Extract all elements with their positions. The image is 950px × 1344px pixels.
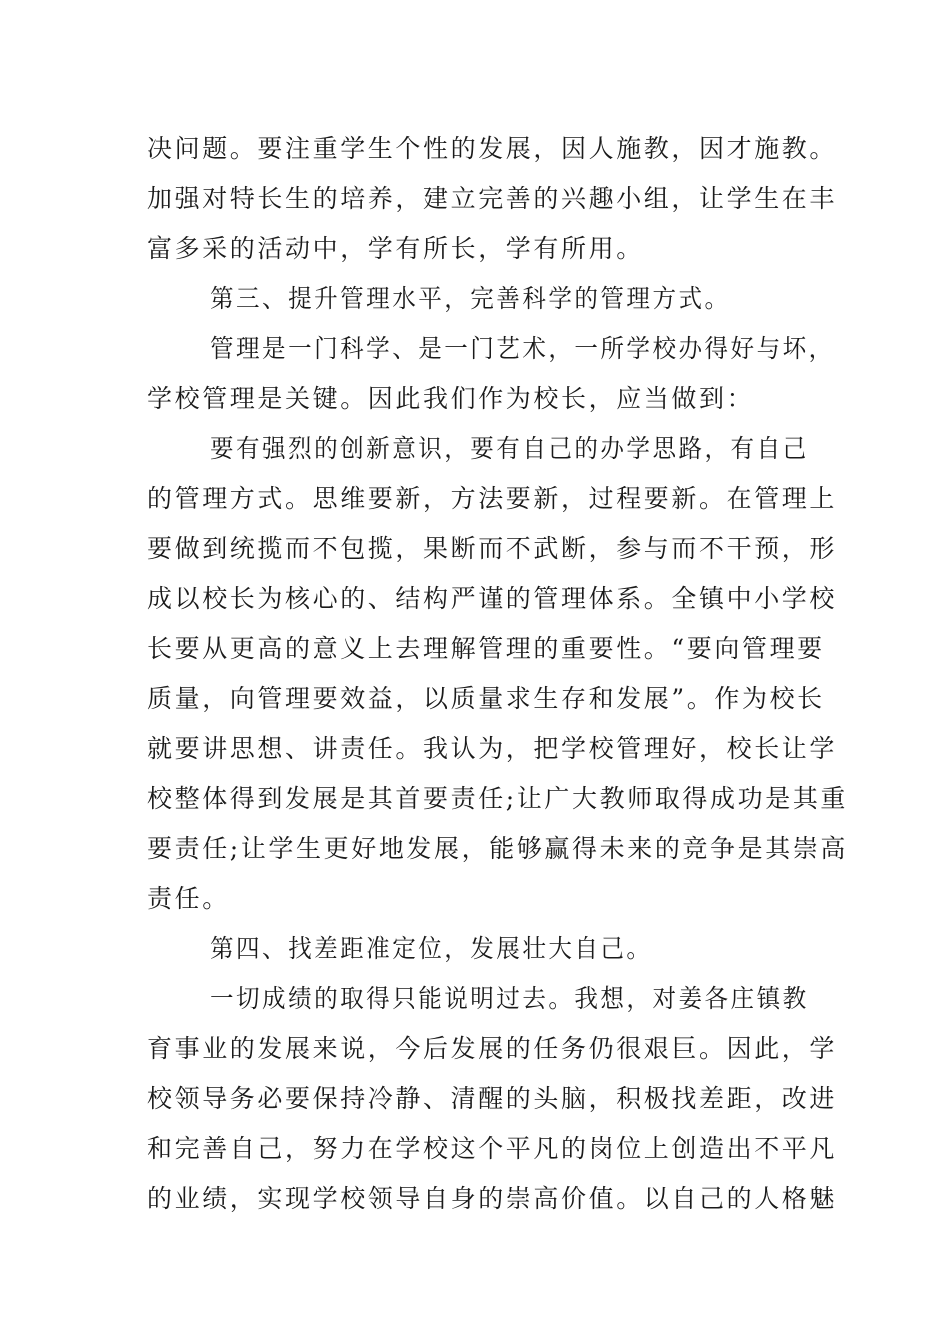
text-line: 要做到统揽而不包揽，果断而不武断，参与而不干预，形 <box>147 534 838 563</box>
text-line: 的业绩，实现学校领导自身的崇高价值。以自己的人格魅 <box>147 1184 838 1213</box>
text-line: 成以校长为核心的、结构严谨的管理体系。全镇中小学校 <box>147 584 838 613</box>
text-line: 和完善自己，努力在学校这个平凡的岗位上创造出不平凡 <box>147 1134 838 1163</box>
text-line: 学校管理是关键。因此我们作为校长，应当做到： <box>147 384 755 413</box>
text-line: 的管理方式。思维要新，方法要新，过程要新。在管理上 <box>147 484 838 513</box>
text-line: 一切成绩的取得只能说明过去。我想，对姜各庄镇教 <box>210 984 809 1013</box>
text-line: 质量，向管理要效益，以质量求生存和发展”。作为校长 <box>147 684 825 713</box>
section-heading: 第三、提升管理水平，完善科学的管理方式。 <box>210 284 731 313</box>
section-heading: 第四、找差距准定位，发展壮大自己。 <box>210 934 653 963</box>
text-line: 要责任;让学生更好地发展，能够赢得未来的竞争是其崇高 <box>147 834 849 863</box>
text-line: 校领导务必要保持冷静、清醒的头脑，积极找差距，改进 <box>147 1084 838 1113</box>
text-line: 校整体得到发展是其首要责任;让广大教师取得成功是其重 <box>147 784 849 813</box>
text-line: 加强对特长生的培养，建立完善的兴趣小组，让学生在丰 <box>147 184 838 213</box>
text-line: 长要从更高的意义上去理解管理的重要性。“要向管理要 <box>147 634 825 663</box>
text-line: 决问题。要注重学生个性的发展，因人施教，因才施教。 <box>147 134 838 163</box>
text-line: 就要讲思想、讲责任。我认为，把学校管理好，校长让学 <box>147 734 838 763</box>
text-line: 责任。 <box>147 884 230 913</box>
text-line: 管理是一门科学、是一门艺术，一所学校办得好与坏， <box>210 334 835 363</box>
text-line: 要有强烈的创新意识，要有自己的办学思路，有自己 <box>210 434 809 463</box>
text-line: 育事业的发展来说，今后发展的任务仍很艰巨。因此，学 <box>147 1034 838 1063</box>
text-line: 富多采的活动中，学有所长，学有所用。 <box>147 234 644 263</box>
